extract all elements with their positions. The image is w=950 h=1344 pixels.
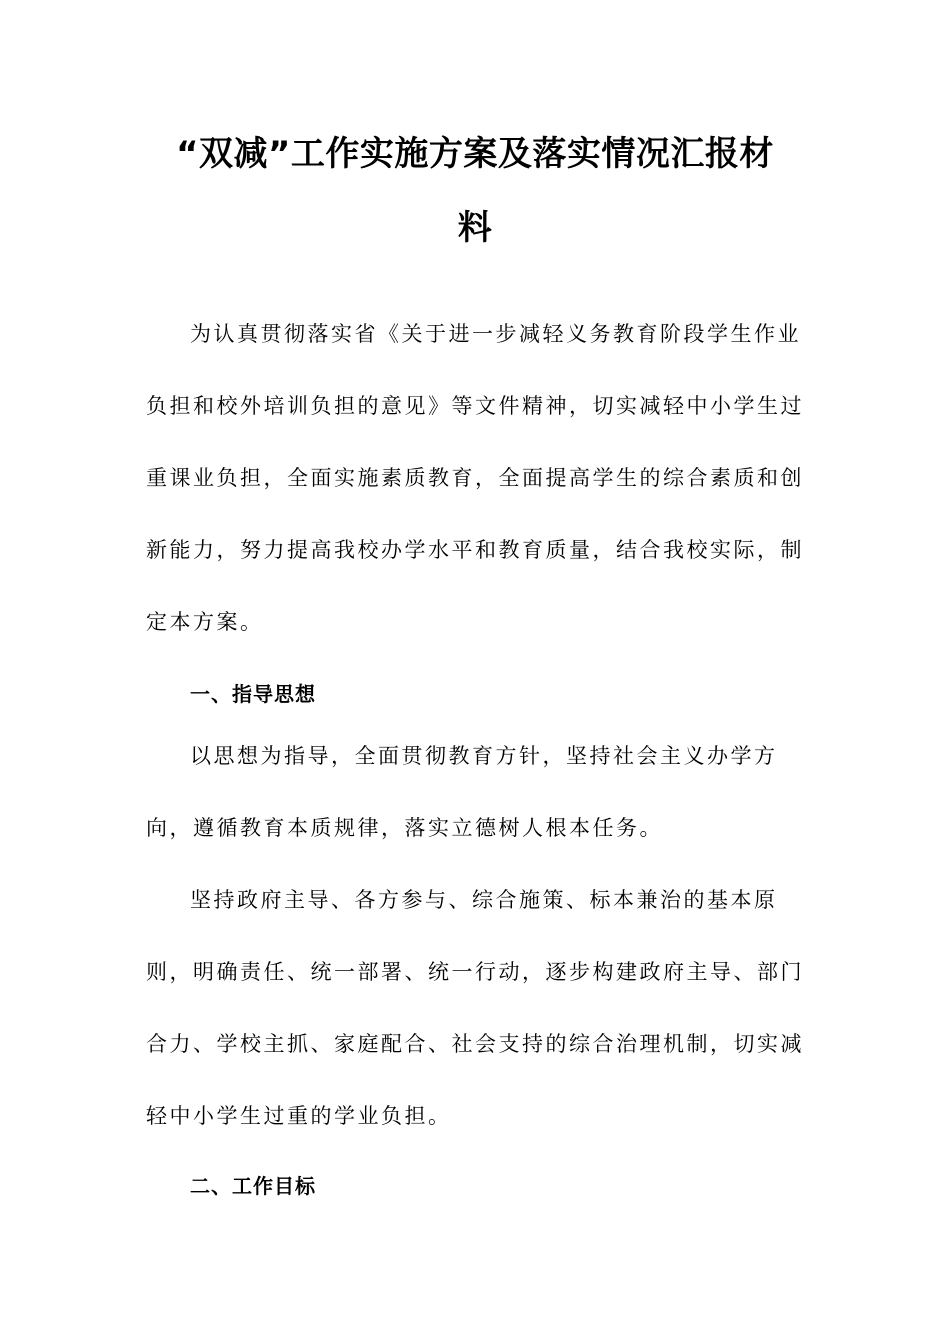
document-title-line-1: “双减”工作实施方案及落实情况汇报材 [176, 134, 774, 174]
intro-paragraph: 为认真贯彻落实省《关于进一步减轻义务教育阶段学生作业负担和校外培训负担的意见》等文件精神，切实减轻中小学生过重课业负担，全面实施素质教育，全面提高学生的综合素质和创新能力，努力提高我校办学水平和教育质量，结合我校实际，制定本方案。 [146, 322, 804, 634]
guiding-ideology-paragraph-2: 坚持政府主导、各方参与、综合施策、标本兼治的基本原则，明确责任、统一部署、统一行动，逐步构建政府主导、部门合力、学校主抓、家庭配合、社会支持的综合治理机制，切实减轻中小学生过重的学业负担。 [146, 888, 804, 1128]
guiding-ideology-paragraph-1: 以思想为指导，全面贯彻教育方针，坚持社会主义办学方向，遵循教育本质规律，落实立德树人根本任务。 [146, 744, 778, 840]
section-heading-work-goals: 二、工作目标 [190, 1174, 316, 1198]
section-heading-guiding-ideology: 一、指导思想 [190, 682, 316, 706]
document-title-line-2: 料 [457, 208, 493, 248]
